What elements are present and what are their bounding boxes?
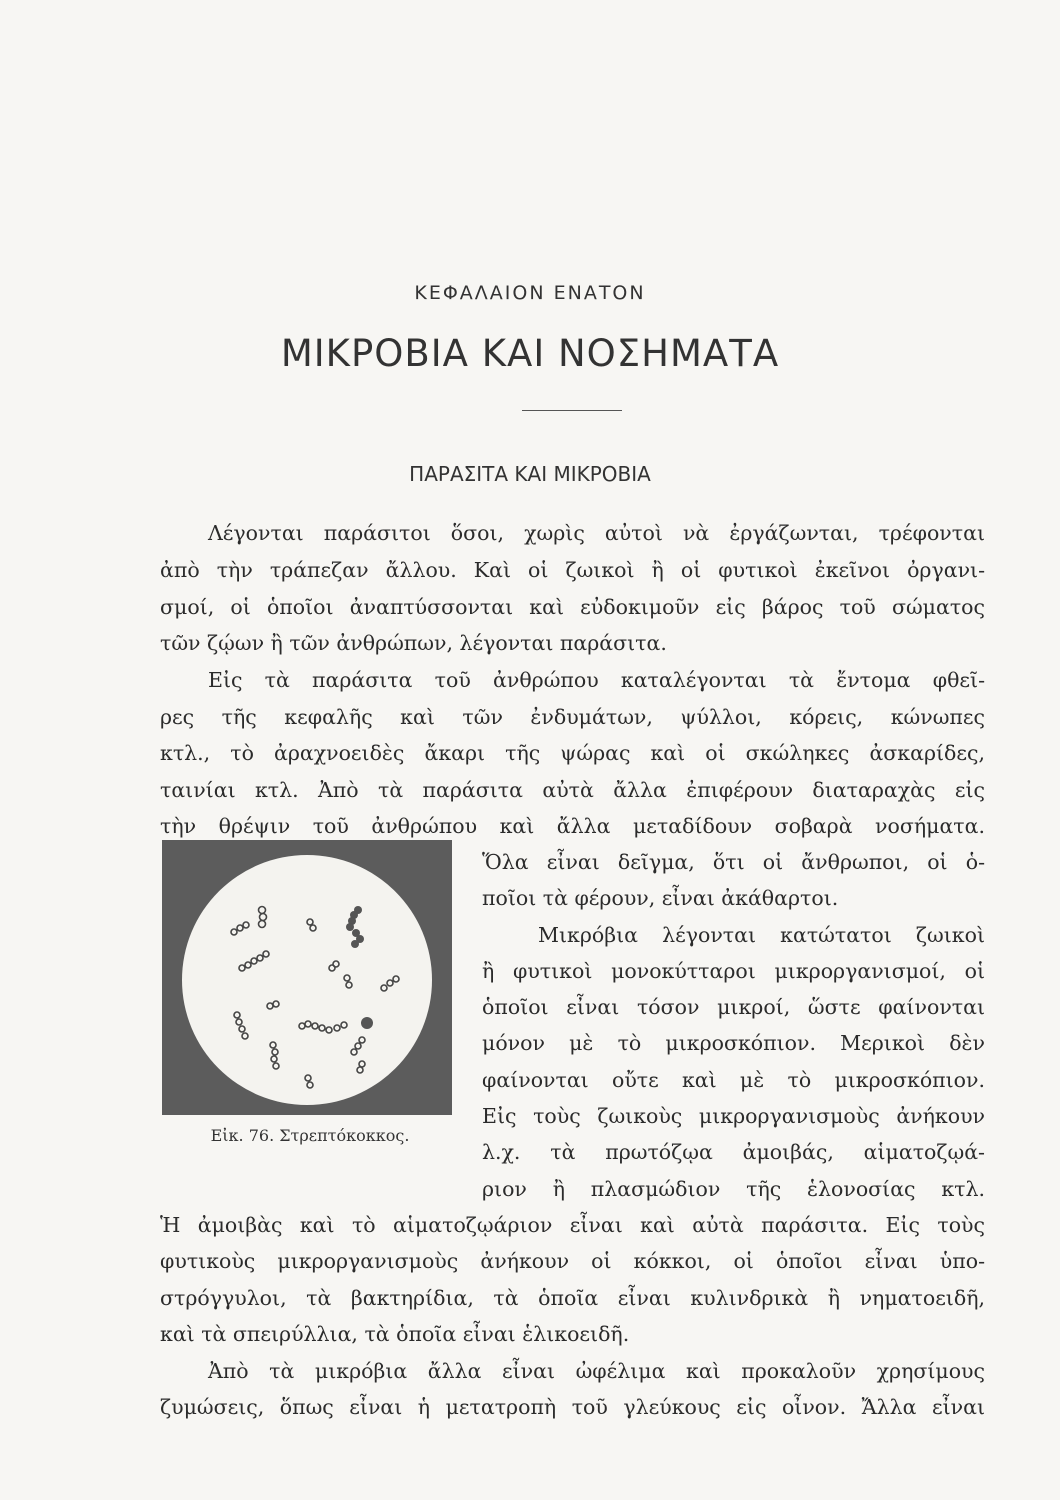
text-line: τὴν θρέψιν τοῦ ἀνθρώπου καὶ ἄλλα μεταδίδουν σοβαρὰ νοσήματα. [160, 814, 985, 838]
text-line: Ἀπὸ τὰ μικρόβια ἄλλα εἶναι ὠφέλιμα καὶ προκαλοῦν χρησίμους [208, 1359, 985, 1383]
text-line: ἢ φυτικοὶ μονοκύτταροι μικροργανισμοί, οἱ [482, 959, 985, 983]
text-line: τῶν ζῴων ἢ τῶν ἀνθρώπων, λέγονται παράσιτα. [160, 631, 667, 655]
text-line: Μικρόβια λέγονται κατώτατοι ζωικοὶ [538, 923, 985, 947]
figure-caption: Εἰκ. 76. Στρεπτόκοκκος. [210, 1126, 410, 1145]
text-line: ριον ἢ πλασμώδιον τῆς ἑλονοσίας κτλ. [482, 1177, 985, 1201]
streptococcus-illustration [162, 840, 452, 1115]
text-line: ποῖοι τὰ φέρουν, εἶναι ἀκάθαρτοι. [482, 886, 839, 910]
text-line: Ὅλα εἶναι δεῖγμα, ὅτι οἱ ἄνθρωποι, οἱ ὁ- [482, 850, 985, 874]
text-line: Ἡ ἀμοιβὰς καὶ τὸ αἱματοζῳάριον εἶναι καὶ αὐτὰ παράσιτα. Εἰς τοὺς [160, 1213, 985, 1237]
title-divider [522, 410, 622, 411]
text-line: φυτικοὺς μικροργανισμοὺς ἀνήκουν οἱ κόκκοι, οἱ ὁποῖοι εἶναι ὑπο- [160, 1249, 985, 1273]
section-title: ΠΑΡΑΣΙΤΑ ΚΑΙ ΜΙΚΡΟΒΙΑ [409, 462, 651, 486]
text-line: κτλ., τὸ ἀραχνοειδὲς ἄκαρι τῆς ψώρας καὶ οἱ σκώληκες ἀσκαρίδες, [160, 741, 985, 765]
text-line: σμοί, οἱ ὁποῖοι ἀναπτύσσονται καὶ εὐδοκιμοῦν εἰς βάρος τοῦ σώματος [160, 595, 985, 619]
chapter-title: ΜΙΚΡΟΒΙΑ ΚΑΙ ΝΟΣΗΜΑΤΑ [280, 332, 780, 375]
text-line: καὶ τὰ σπειρύλλια, τὰ ὁποῖα εἶναι ἑλικοειδῆ. [160, 1322, 630, 1346]
text-line: ζυμώσεις, ὅπως εἶναι ἡ μετατροπὴ τοῦ γλεύκους εἰς οἶνον. Ἄλλα εἶναι [160, 1395, 985, 1419]
text-line: φαίνονται οὔτε καὶ μὲ τὸ μικροσκόπιον. [482, 1068, 985, 1092]
text-line: Λέγονται παράσιτοι ὅσοι, χωρὶς αὐτοὶ νὰ ἐργάζωνται, τρέφονται [208, 521, 985, 545]
chapter-label: ΚΕΦΑΛΑΙΟΝ ΕΝΑΤΟΝ [414, 282, 646, 304]
text-line: Εἰς τὰ παράσιτα τοῦ ἀνθρώπου καταλέγονται τὰ ἔντομα φθεῖ- [208, 668, 985, 692]
text-line: ταινίαι κτλ. Ἀπὸ τὰ παράσιτα αὐτὰ ἄλλα ἐπιφέρουν διαταραχὰς εἰς [160, 778, 985, 802]
text-line: Εἰς τοὺς ζωικοὺς μικροργανισμοὺς ἀνήκουν [482, 1104, 985, 1128]
text-line: ὁποῖοι εἶναι τόσον μικροί, ὥστε φαίνονται [482, 995, 985, 1019]
text-line: μόνον μὲ τὸ μικροσκόπιον. Μερικοὶ δὲν [482, 1031, 985, 1055]
text-line: λ.χ. τὰ πρωτόζῳα ἀμοιβάς, αἱματοζῳά- [482, 1140, 985, 1164]
text-line: στρόγγυλοι, τὰ βακτηρίδια, τὰ ὁποῖα εἶναι κυλινδρικὰ ἢ νηματοειδῆ, [160, 1286, 985, 1310]
text-line: ἀπὸ τὴν τράπεζαν ἄλλου. Καὶ οἱ ζωικοὶ ἢ οἱ φυτικοὶ ἐκεῖνοι ὀργανι- [160, 558, 985, 582]
text-line: ρες τῆς κεφαλῆς καὶ τῶν ἐνδυμάτων, ψύλλοι, κόρεις, κώνωπες [160, 705, 985, 729]
microscope-figure [162, 840, 452, 1115]
